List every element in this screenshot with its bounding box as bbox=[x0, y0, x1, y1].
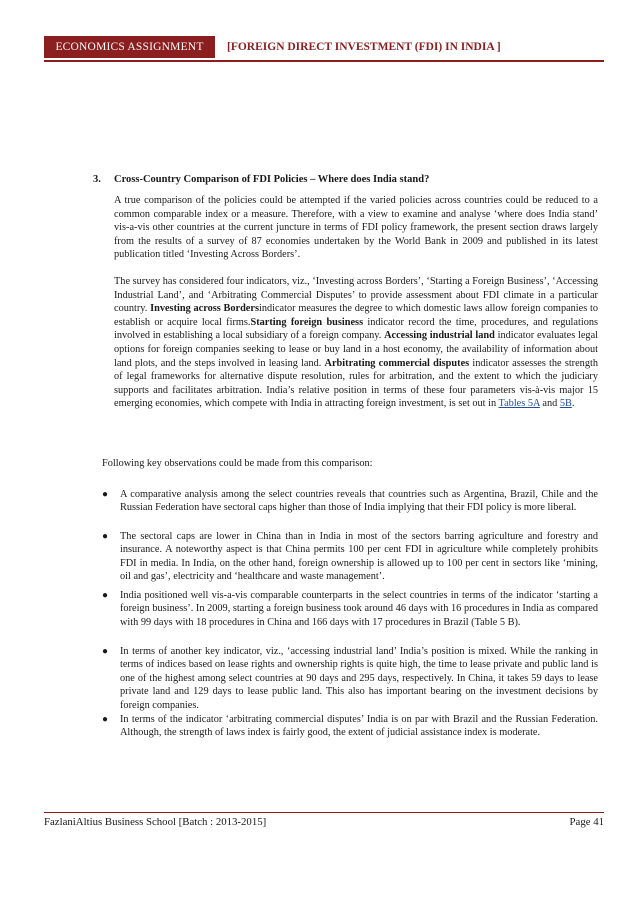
para2-text-7: . bbox=[571, 398, 575, 410]
term-accessing-industrial-land: Accessing industrial land bbox=[384, 330, 495, 342]
term-arbitrating-commercial-disputes: Arbitrating commercial disputes bbox=[324, 357, 470, 369]
link-table-5b[interactable]: 5B bbox=[559, 398, 572, 410]
bullet-text: The sectoral caps are lower in China than in India in most of the sectors barring agriculture and forestry and insurance. A noteworthy aspect is that China permits 100 per cent FDI in agriculture while completely prohibits FDI in media. In India, on the other hand, foreign ownership is allowed up to 100 per cent in sectors like ‘mining, oil and gas’, electricity and ‘healthcare and waste management’. bbox=[120, 531, 598, 583]
page-header bbox=[44, 36, 604, 58]
header-rule bbox=[44, 60, 604, 62]
footer-rule bbox=[44, 812, 604, 813]
bullet-text: A comparative analysis among the select countries reveals that countries such as Argentina, Brazil, Chile and the Russian Federation have sectoral caps higher than those of India implying that their FDI policy is more liberal. bbox=[120, 489, 598, 514]
para2-text-5: indicator assesses the strength of legal frameworks for alternative dispute resolution, rules for arbitration, and the extent to which the judiciary supports and facilitates arbitration. India’s relative position in terms of these four parameters vis-à-vis major 15 emerging economies, which compete with India in attracting foreign investment, is set out in bbox=[114, 357, 598, 410]
bullet-dot-icon: ● bbox=[102, 590, 109, 601]
paragraph-intro: A true comparison of the policies could be attempted if the varied policies across countries could be reduced to a common comparable index or a measure. Therefore, with a view to examine and analyse ‘where does India stand’ vis-a-vis other countries at the current juncture in terms of FDI policy framework, the present section draws largely from the results of a survey of 87 economies undertaken by the World Bank in 2009 and published in its latest publication titled ‘Investing Across Borders’. bbox=[114, 195, 598, 261]
link-tables-5a[interactable]: Tables 5A bbox=[498, 398, 540, 410]
header-title: [FOREIGN DIRECT INVESTMENT (FDI) IN INDIA ] bbox=[227, 41, 501, 53]
term-investing-across-borders: Investing across Borders bbox=[150, 303, 259, 315]
header-tag: ECONOMICS ASSIGNMENT bbox=[44, 36, 215, 58]
bullet-text: India positioned well vis-a-vis comparable counterparts in the select countries in terms of the indicator ‘starting a foreign business’. In 2009, starting a foreign business took around 46 days with 16 procedures in India as compared with 99 days with 18 procedures in China and 166 days with 17 procedures in Brazil (Table 5 B). bbox=[120, 590, 598, 628]
bullet-text: In terms of another key indicator, viz., ‘accessing industrial land’ India’s position is mixed. While the ranking in terms of indices based on lease rights and ownership rights is quite high, the time to lease private and public land is one of the highest among select countries at 90 days and 295 days, respectively. In China, it takes 59 days to lease private land and 129 days to lease public land. This also has important bearing on the investment decisions by foreign companies. bbox=[120, 646, 598, 711]
bullet-dot-icon: ● bbox=[102, 714, 109, 725]
paragraph-indicators bbox=[114, 275, 598, 411]
para2-text-1: The survey has considered four indicators, viz., ‘Investing across Borders’, ‘Starting a Foreign Business’, ‘Accessing Industrial Land’, and ‘Arbitrating Commercial Disputes’ to provide assessment about FDI climate in a particular country. bbox=[114, 276, 598, 315]
bullet-dot-icon: ● bbox=[102, 489, 109, 500]
page-number: Page 41 bbox=[569, 816, 604, 828]
para2-text-4: indicator evaluates legal options for foreign companies seeking to lease or buy land in a host economy, the availability of information about land plots, and the steps involved in leasing land. bbox=[114, 330, 598, 369]
para2-text-6: and bbox=[539, 398, 560, 410]
footer-school: FazlaniAltius Business School [Batch : 2013-2015] bbox=[44, 816, 267, 828]
bullet-dot-icon: ● bbox=[102, 531, 109, 542]
para2-text-2: indicator measures the degree to which domestic laws allow foreign companies to establish or acquire local firms. bbox=[114, 303, 599, 328]
observations-lead: Following key observations could be made from this comparison: bbox=[102, 458, 373, 469]
section-number: 3. bbox=[93, 174, 101, 185]
term-starting-foreign-business: Starting foreign business bbox=[250, 316, 364, 328]
section-title: Cross-Country Comparison of FDI Policies – Where does India stand? bbox=[114, 174, 430, 185]
para2-text-3: indicator record the time, procedures, and regulations involved in establishing a local subsidiary of a foreign company. bbox=[114, 316, 598, 342]
bullet-dot-icon: ● bbox=[102, 646, 109, 657]
bullet-text: In terms of the indicator ‘arbitrating commercial disputes’ India is on par with Brazil and the Russian Federation. Although, the strength of laws index is fairly good, the extent of judicial assistance index is moderate. bbox=[120, 714, 598, 739]
